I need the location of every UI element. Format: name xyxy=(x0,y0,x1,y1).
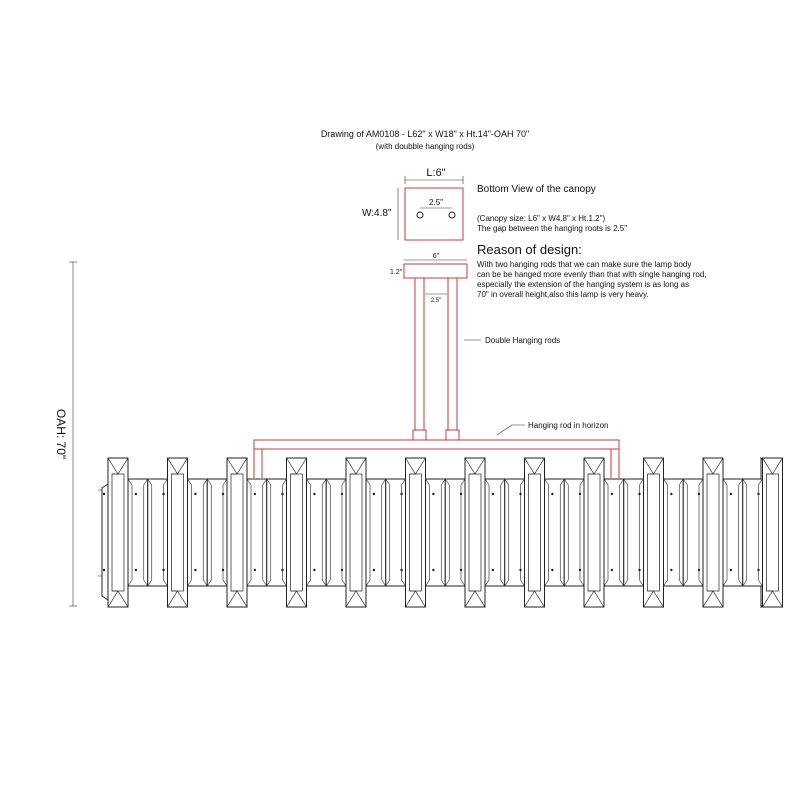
lamp-end-cap-left xyxy=(102,484,108,600)
panel-rivet xyxy=(730,569,732,571)
reason-heading: Reason of design: xyxy=(477,242,582,257)
panel-rivet xyxy=(222,569,224,571)
panel-rivet xyxy=(222,493,224,495)
panel-rivet xyxy=(730,493,732,495)
tall-panel xyxy=(227,458,247,607)
rod-connector-left xyxy=(413,430,426,440)
drawing-subtitle: (with doubble hanging rods) xyxy=(375,142,475,151)
tall-panel xyxy=(406,458,426,607)
panel-rivet xyxy=(162,493,164,495)
panel-rivet xyxy=(579,569,581,571)
drawing-title: Drawing of AM0108 - L62" x W18" x Ht.14"-OAH 70" xyxy=(320,129,530,139)
short-panel xyxy=(247,479,267,586)
short-panel xyxy=(426,479,446,586)
double-rods-callout: Double Hanging rods xyxy=(485,336,561,345)
rod-gap-label: 2.5" xyxy=(429,198,443,207)
panel-rivet xyxy=(492,493,494,495)
design-reason xyxy=(477,242,707,299)
panel-rivet xyxy=(551,493,553,495)
panel-rivet xyxy=(460,493,462,495)
panel-rivet xyxy=(400,493,402,495)
canopy-width-label: W:4.8" xyxy=(362,208,392,219)
reason-line: With two hanging rods that we can make sure the lamp body xyxy=(477,260,692,269)
short-panel xyxy=(307,479,327,586)
panel-rivet xyxy=(313,569,315,571)
panel-rivet xyxy=(698,493,700,495)
panel-rivet xyxy=(519,569,521,571)
canopy-side-height-label: 1.2" xyxy=(390,269,403,276)
canopy-gap-note: The gap between the hanging roots is 2.5" xyxy=(477,224,628,233)
panel-rivet xyxy=(460,569,462,571)
tall-panel xyxy=(763,458,783,607)
panel-rivet xyxy=(492,569,494,571)
tall-panel xyxy=(644,458,664,607)
panel-rivet xyxy=(103,493,105,495)
canopy-bottom-view xyxy=(362,167,627,240)
rod-hole-left xyxy=(417,212,423,218)
panel-rivet xyxy=(757,493,759,495)
panel-rivet xyxy=(341,569,343,571)
horizontal-rod-leader-line xyxy=(497,425,525,435)
tall-panel xyxy=(465,458,485,607)
rod-connector-right xyxy=(446,430,459,440)
panel-rivet xyxy=(611,569,613,571)
panel-rivet xyxy=(670,493,672,495)
short-panel xyxy=(128,479,148,586)
tall-panel xyxy=(584,458,604,607)
short-panel xyxy=(545,479,565,586)
panel-rivet xyxy=(194,569,196,571)
tall-panel xyxy=(703,458,723,607)
short-panel xyxy=(604,479,624,586)
horizontal-hanging-rod xyxy=(254,440,619,478)
panel-rivet xyxy=(254,493,256,495)
tall-panel xyxy=(287,458,307,607)
tall-panel xyxy=(525,458,545,607)
panel-rivet xyxy=(373,569,375,571)
horizontal-rod-callout: Hanging rod in horizon xyxy=(528,421,609,430)
panel-rivet xyxy=(162,569,164,571)
panel-rivet xyxy=(519,493,521,495)
tall-panel xyxy=(108,458,128,607)
panel-rivet xyxy=(638,493,640,495)
panel-rivet xyxy=(135,569,137,571)
canopy-side-outline xyxy=(404,264,467,278)
panel-rivet xyxy=(400,569,402,571)
panel-rivet xyxy=(281,493,283,495)
panel-rivet xyxy=(103,569,105,571)
panel-rivet xyxy=(432,569,434,571)
overall-height-label: OAH: 70" xyxy=(54,408,68,460)
reason-line: especially the extension of the hanging system is as long as xyxy=(477,280,690,289)
rod-spacing-label: 2.5" xyxy=(430,298,442,304)
short-panel xyxy=(485,479,505,586)
panel-rivet xyxy=(281,569,283,571)
panel-rivet xyxy=(341,493,343,495)
panel-rivet xyxy=(135,493,137,495)
panel-rivet xyxy=(611,493,613,495)
lamp-body xyxy=(98,458,783,607)
canopy-bottom-heading: Bottom View of the canopy xyxy=(477,184,596,195)
tall-panel xyxy=(346,458,366,607)
reason-line: 70" in overall height,also this lamp is very heavy. xyxy=(477,290,649,299)
tall-panel xyxy=(168,458,188,607)
panel-rivet xyxy=(757,569,759,571)
canopy-length-label: L:6" xyxy=(426,167,446,179)
canopy-side-view xyxy=(390,253,467,304)
rod-hole-right xyxy=(449,212,455,218)
panel-rivet xyxy=(432,493,434,495)
panel-rivet xyxy=(194,493,196,495)
canopy-size-note: (Canopy size: L6" x W4.8" x Ht.1.2") xyxy=(477,214,606,223)
panel-rivet xyxy=(670,569,672,571)
short-panel xyxy=(664,479,684,586)
panel-rivet xyxy=(551,569,553,571)
panel-rivet xyxy=(698,569,700,571)
panel-rivet xyxy=(638,569,640,571)
reason-line: can be be hanged more evenly than that with single hanging rod, xyxy=(477,270,707,279)
short-panel xyxy=(188,479,208,586)
panel-rivet xyxy=(579,493,581,495)
horizontal-rod-bar xyxy=(254,440,619,449)
panel-rivet xyxy=(313,493,315,495)
panel-rivet xyxy=(254,569,256,571)
short-panel xyxy=(366,479,386,586)
canopy-side-width-label: 6" xyxy=(432,253,440,260)
short-panel xyxy=(723,479,743,586)
panel-rivet xyxy=(373,493,375,495)
